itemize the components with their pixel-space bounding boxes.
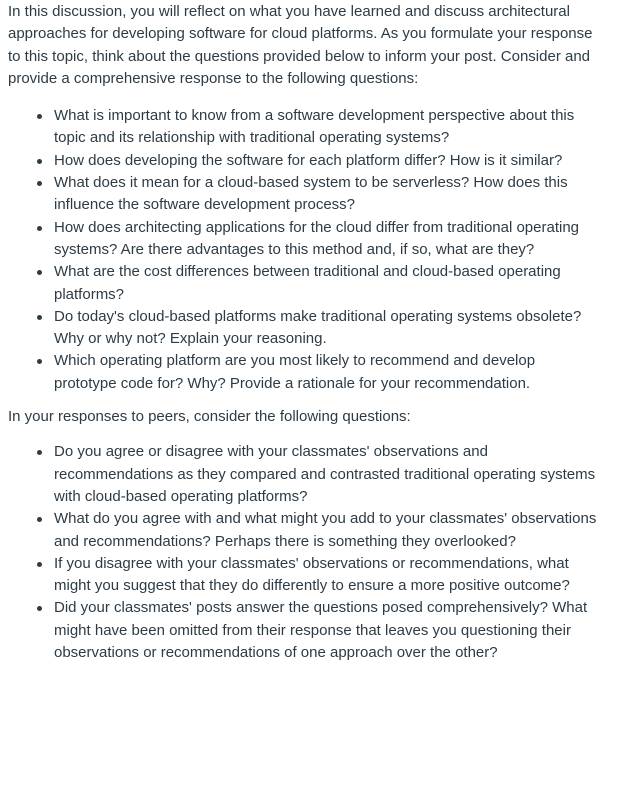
list-item: What does it mean for a cloud-based system to be serverless? How does this influence the software development process? <box>8 172 608 217</box>
list-item: How does developing the software for each platform differ? How is it similar? <box>8 150 608 172</box>
peers-intro-paragraph: In your responses to peers, consider the following questions: <box>8 408 411 426</box>
question-list <box>8 105 608 395</box>
list-item: Do you agree or disagree with your classmates' observations and recommendations as they compared and contrasted traditional operating systems with cloud-based operating platforms? <box>8 441 608 508</box>
list-item: What are the cost differences between traditional and cloud-based operating platforms? <box>8 261 608 306</box>
peer-question-list <box>8 441 608 664</box>
list-item: What is important to know from a software development perspective about this topic and its relationship with traditional operating systems? <box>8 105 608 150</box>
list-item: Do today's cloud-based platforms make traditional operating systems obsolete? Why or why not? Explain your reasoning. <box>8 306 608 351</box>
list-item: How does architecting applications for the cloud differ from traditional operating systems? Are there advantages to this method and, if so, what are they? <box>8 217 608 262</box>
discussion-prompt <box>8 0 608 664</box>
intro-paragraph: In this discussion, you will reflect on what you have learned and discuss architectural approaches for developing software for cloud platforms. As you formulate your response to this topic, think about the questions provided below to inform your post. Consider and provide a comprehensive response to the following questions: <box>8 3 593 87</box>
list-item: Which operating platform are you most likely to recommend and develop prototype code for? Why? Provide a rationale for your recommendation. <box>8 350 608 395</box>
list-item: What do you agree with and what might you add to your classmates' observations and recommendations? Perhaps there is something they overlooked? <box>8 508 608 553</box>
list-item: If you disagree with your classmates' observations or recommendations, what might you suggest that they do differently to ensure a more positive outcome? <box>8 553 608 598</box>
list-item: Did your classmates' posts answer the questions posed comprehensively? What might have been omitted from their response that leaves you questioning their observations or recommendations of one approach over the other? <box>8 597 608 664</box>
